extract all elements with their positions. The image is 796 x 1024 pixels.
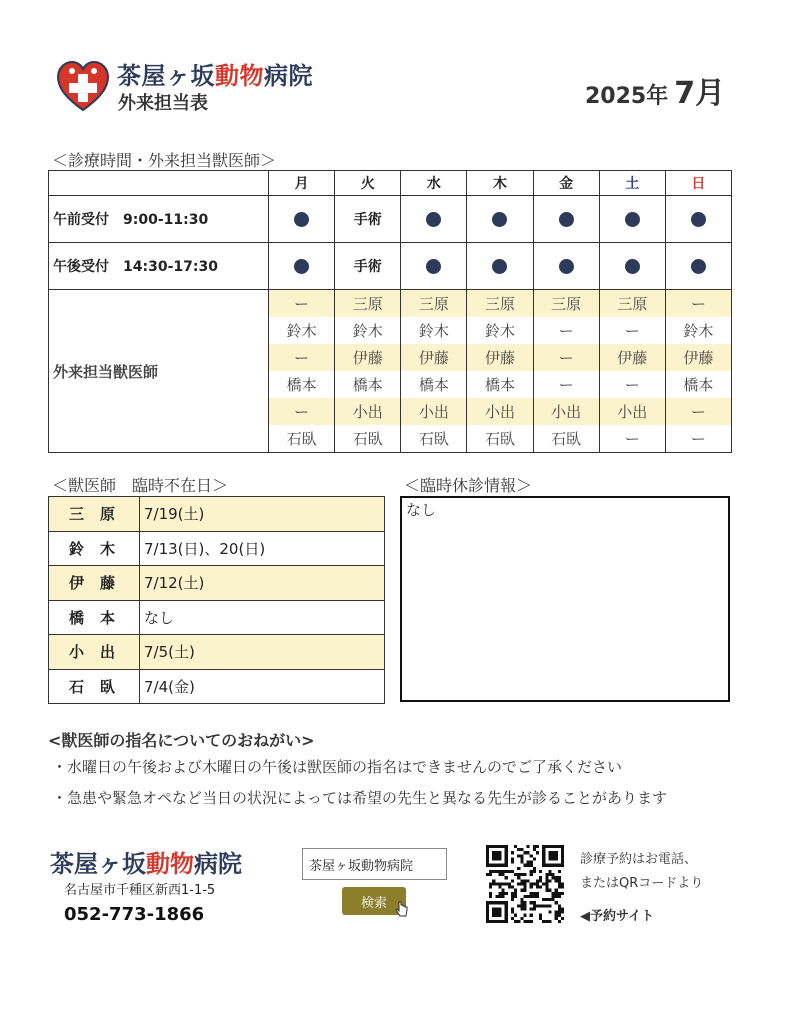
absent-row xyxy=(49,497,385,532)
vet-cell: 石臥 xyxy=(269,425,335,453)
vet-cell: ー xyxy=(665,398,731,425)
vet-cell: 鈴木 xyxy=(467,317,533,344)
absent-row xyxy=(49,635,385,670)
vet-cell: 伊藤 xyxy=(665,344,731,371)
vet-name: 伊藤 xyxy=(49,566,140,601)
open-dot-icon xyxy=(294,212,309,227)
vet-cell: 三原 xyxy=(335,290,401,318)
qr-code[interactable] xyxy=(486,845,564,923)
page-subtitle: 外来担当表 xyxy=(118,93,208,114)
vet-cell: 鈴木 xyxy=(269,317,335,344)
vet-cell: ー xyxy=(269,290,335,318)
open-dot-icon xyxy=(559,259,574,274)
afternoon-cell xyxy=(335,243,401,290)
vet-name: 三原 xyxy=(49,497,140,532)
day-tue: 火 xyxy=(335,171,401,196)
absent-dates: 7/12(土) xyxy=(140,566,385,601)
notice-line: ・水曜日の午後および木曜日の午後は獣医師の指名はできませんのでご了承ください xyxy=(52,758,623,776)
open-dot-icon xyxy=(492,259,507,274)
day-mon: 月 xyxy=(269,171,335,196)
afternoon-cell xyxy=(467,243,533,290)
vet-cell: ー xyxy=(533,371,599,398)
open-dot-icon xyxy=(691,212,706,227)
footer-phone[interactable]: 052-773-1866 xyxy=(64,904,205,925)
vet-cell: 小出 xyxy=(599,398,665,425)
vet-cell: 三原 xyxy=(467,290,533,318)
vet-cell: ー xyxy=(665,290,731,318)
vet-cell: 三原 xyxy=(533,290,599,318)
notice-title: <獣医師の指名についてのおねがい> xyxy=(48,731,315,750)
vet-cell: 三原 xyxy=(401,290,467,318)
absent-row xyxy=(49,566,385,601)
vet-cell: 石臥 xyxy=(467,425,533,453)
absent-section-label: ＜獣医師 臨時不在日＞ xyxy=(52,476,229,495)
absent-dates: 7/13(日)、20(日) xyxy=(140,531,385,566)
vet-cell: 三原 xyxy=(599,290,665,318)
open-dot-icon xyxy=(294,259,309,274)
hospital-logo xyxy=(56,60,110,114)
morning-session-label: 午前受付 9:00-11:30 xyxy=(49,196,269,243)
afternoon-session-row xyxy=(49,243,732,290)
morning-cell xyxy=(335,196,401,243)
open-dot-icon xyxy=(691,259,706,274)
afternoon-cell xyxy=(269,243,335,290)
vet-cell: ー xyxy=(269,344,335,371)
vet-name: 小出 xyxy=(49,635,140,670)
cursor-hand-icon xyxy=(395,900,409,918)
vet-cell: ー xyxy=(665,425,731,453)
vet-cell: 伊藤 xyxy=(467,344,533,371)
morning-cell xyxy=(665,196,731,243)
header-corner xyxy=(49,171,269,196)
schedule-month: 2025年 7月 xyxy=(585,76,726,111)
morning-cell xyxy=(467,196,533,243)
vet-cell: 小出 xyxy=(467,398,533,425)
absent-row xyxy=(49,531,385,566)
day-fri: 金 xyxy=(533,171,599,196)
vet-cell: 小出 xyxy=(533,398,599,425)
notice-line: ・急患や緊急オペなど当日の状況によっては希望の先生と異なる先生が診ることがあります xyxy=(52,789,668,807)
afternoon-cell xyxy=(665,243,731,290)
vet-cell: 橋本 xyxy=(665,371,731,398)
absent-dates: なし xyxy=(140,600,385,635)
vet-cell: ー xyxy=(599,371,665,398)
booking-info: 診療予約はお電話、 またはQRコードより xyxy=(580,852,704,891)
open-dot-icon xyxy=(625,259,640,274)
morning-cell xyxy=(401,196,467,243)
vet-cell: 橋本 xyxy=(335,371,401,398)
day-wed: 水 xyxy=(401,171,467,196)
vet-cell: ー xyxy=(269,398,335,425)
open-dot-icon xyxy=(625,212,640,227)
afternoon-cell xyxy=(533,243,599,290)
vet-cell: ー xyxy=(533,344,599,371)
search-button[interactable]: 検索 xyxy=(342,887,406,915)
morning-session-row xyxy=(49,196,732,243)
search-input[interactable] xyxy=(302,848,447,880)
closure-info-box xyxy=(400,496,730,702)
vet-cell: ー xyxy=(599,317,665,344)
absent-dates: 7/19(土) xyxy=(140,497,385,532)
vet-cell: 橋本 xyxy=(269,371,335,398)
vet-cell: 鈴木 xyxy=(401,317,467,344)
open-dot-icon xyxy=(426,259,441,274)
absent-dates: 7/5(土) xyxy=(140,635,385,670)
vet-cell: 伊藤 xyxy=(599,344,665,371)
vet-cell: 鈴木 xyxy=(665,317,731,344)
booking-site-link[interactable]: ◀予約サイト xyxy=(580,909,655,924)
day-thu: 木 xyxy=(467,171,533,196)
vet-section-label: 外来担当獣医師 xyxy=(49,290,269,453)
morning-cell xyxy=(533,196,599,243)
morning-cell xyxy=(269,196,335,243)
vet-cell: 伊藤 xyxy=(401,344,467,371)
day-sun: 日 xyxy=(665,171,731,196)
vet-cell: 橋本 xyxy=(467,371,533,398)
schedule-table xyxy=(48,170,732,453)
vet-cell: ー xyxy=(533,317,599,344)
closure-section-label: ＜臨時休診情報＞ xyxy=(404,476,533,495)
vet-cell: 橋本 xyxy=(401,371,467,398)
vet-row xyxy=(49,290,732,318)
morning-cell xyxy=(599,196,665,243)
vet-cell: 小出 xyxy=(335,398,401,425)
surgery-label: 手術 xyxy=(353,259,382,275)
open-dot-icon xyxy=(426,212,441,227)
vet-cell: ー xyxy=(599,425,665,453)
open-dot-icon xyxy=(559,212,574,227)
footer-hospital-name: 茶屋ヶ坂動物病院 xyxy=(50,850,242,878)
vet-cell: 石臥 xyxy=(401,425,467,453)
hospital-name: 茶屋ヶ坂動物病院 xyxy=(117,62,313,90)
open-dot-icon xyxy=(492,212,507,227)
afternoon-cell xyxy=(599,243,665,290)
surgery-label: 手術 xyxy=(353,212,382,228)
absent-table xyxy=(48,496,385,704)
schedule-section-label: ＜診療時間・外来担当獣医師＞ xyxy=(52,151,277,170)
day-sat: 土 xyxy=(599,171,665,196)
vet-cell: 石臥 xyxy=(335,425,401,453)
vet-cell: 伊藤 xyxy=(335,344,401,371)
closure-content: なし xyxy=(406,501,437,519)
day-header-row xyxy=(49,171,732,196)
footer-address: 名古屋市千種区新西1-1-5 xyxy=(64,883,216,898)
vet-cell: 小出 xyxy=(401,398,467,425)
afternoon-session-label: 午後受付 14:30-17:30 xyxy=(49,243,269,290)
vet-name: 鈴木 xyxy=(49,531,140,566)
afternoon-cell xyxy=(401,243,467,290)
absent-row xyxy=(49,669,385,704)
vet-name: 石臥 xyxy=(49,669,140,704)
vet-name: 橋本 xyxy=(49,600,140,635)
vet-cell: 石臥 xyxy=(533,425,599,453)
vet-cell: 鈴木 xyxy=(335,317,401,344)
absent-row xyxy=(49,600,385,635)
absent-dates: 7/4(金) xyxy=(140,669,385,704)
